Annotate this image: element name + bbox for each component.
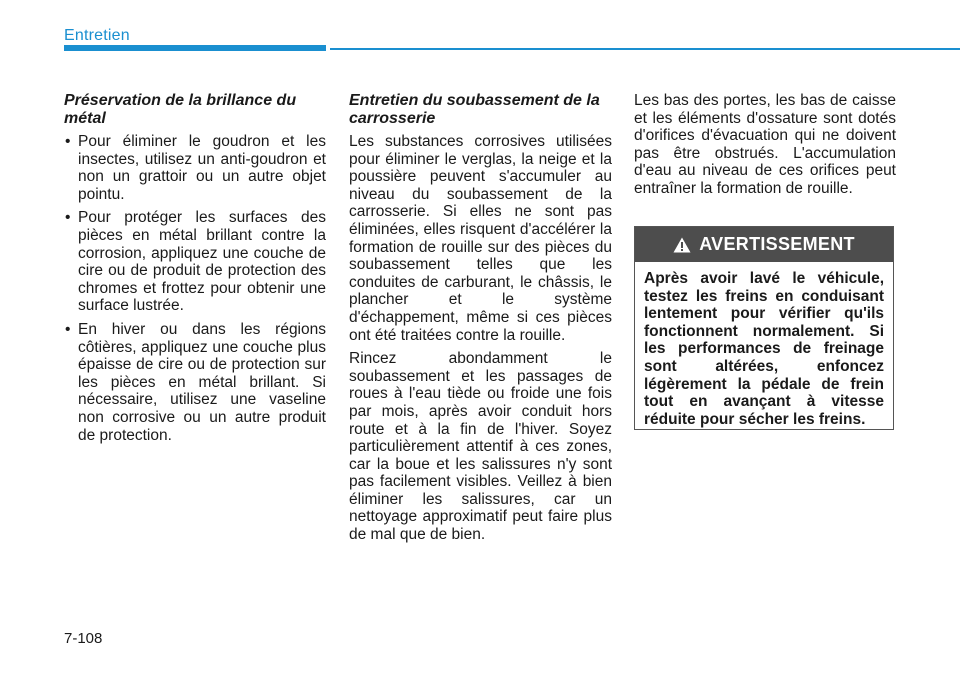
section-title: Entretien bbox=[64, 27, 130, 44]
paragraph: Les bas des portes, les bas de caisse et les éléments d'ossature sont dotés d'orifices d'évacuation qui ne doivent pas être obstrués. L'accumulation d'eau au niveau de ces orifices peut entraîner la formation de rouille. bbox=[634, 92, 896, 197]
list-item: • En hiver ou dans les régions côtières, appliquez une couche plus épaisse de cire ou de protection sur les pièces en métal brillant. Si nécessaire, utilisez une vaseline non corrosive ou un autre produit de protection. bbox=[64, 321, 326, 444]
header-rule-thick bbox=[64, 45, 326, 51]
column-2 bbox=[349, 92, 612, 550]
header-rule-thin bbox=[330, 48, 960, 50]
paragraph: Rincez abondamment le soubassement et les passages de roues à l'eau tiède ou froide une fois par mois, après avoir conduit hors route et à la fin de l'hiver. Soyez particulièrement attentif à ces zones, car la boue et les salissures n'y sont pas facilement visibles. Veillez à bien éliminer les salissures, car un nettoyage approximatif peut faire plus de mal que de bien. bbox=[349, 350, 612, 544]
warning-header bbox=[635, 227, 893, 262]
warning-title: AVERTISSEMENT bbox=[699, 234, 855, 254]
warning-body: Après avoir lavé le véhicule, testez les freins en conduisant lentement pour vérifier qu'ils fonctionnent normalement. Si les performances de freinage sont altérées, enfoncez légèrement la pédale de frein tout en avançant à vitesse réduite pour sécher les freins. bbox=[644, 270, 884, 428]
list-item: • Pour protéger les surfaces des pièces en métal brillant contre la corrosion, appliquez une couche de cire ou de produit de protection des chromes et frottez pour obtenir une surface lustrée. bbox=[64, 209, 326, 315]
column-1 bbox=[64, 92, 326, 450]
column-3 bbox=[634, 92, 896, 204]
warning-box bbox=[634, 226, 894, 430]
list-item: • Pour éliminer le goudron et les insectes, utilisez un anti-goudron et non un grattoir ou un autre objet pointu. bbox=[64, 133, 326, 203]
page-number: 7-108 bbox=[64, 630, 103, 647]
heading-metal-shine: Préservation de la brillance du métal bbox=[64, 92, 297, 127]
heading-underbody: Entretien du soubassement de la carrosserie bbox=[349, 92, 600, 127]
paragraph: Les substances corrosives utilisées pour éliminer le verglas, la neige et la poussière peuvent s'accumuler au niveau du soubassement de la carrosserie. Si elles ne sont pas éliminées, elles risquent d'accélérer la formation de rouille sur des pièces du soubassement telles que les conduites de carburant, le châssis, le plancher et le système d'échappement, même si ces pièces ont été traitées contre la rouille. bbox=[349, 133, 612, 344]
bullet-list bbox=[64, 133, 326, 444]
warning-triangle-icon bbox=[673, 237, 691, 253]
